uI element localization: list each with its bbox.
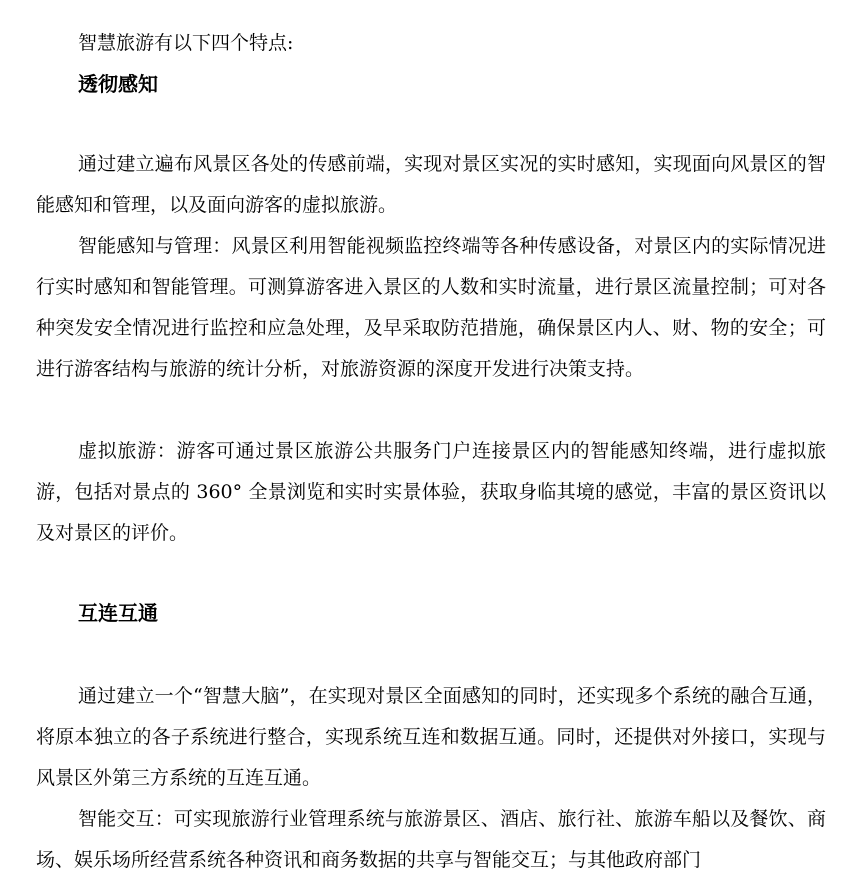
paragraph-interconnection-overview: 通过建立一个“智慧大脑”，在实现对景区全面感知的同时，还实现多个系统的融合互通，将原本独立的各子系统进行整合，实现系统互连和数据互通。同时，还提供对外接口，实现与风景区外第三方系统的互连互通。	[36, 685, 826, 789]
intro-text: 智慧旅游有以下四个特点:	[78, 32, 294, 54]
paragraph-smart-perception-management: 智能感知与管理：风景区利用智能视频监控终端等各种传感设备，对景区内的实际情况进行实时感知和智能管理。可测算游客进入景区的人数和实时流量，进行景区流量控制；可对各种突发安全情况进行监控和应急处理，及早采取防范措施，确保景区内人、财、物的安全；可进行游客结构与旅游的统计分析，对旅游资源的深度开发进行决策支持。	[36, 235, 826, 380]
section-heading-perception: 透彻感知	[78, 72, 158, 96]
paragraph-smart-interaction: 智能交互：可实现旅游行业管理系统与旅游景区、酒店、旅行社、旅游车船以及餐饮、商场、娱乐场所经营系统各种资讯和商务数据的共享与智能交互；与其他政府部门	[36, 808, 826, 871]
paragraph-perception-overview: 通过建立遍布风景区各处的传感前端，实现对景区实况的实时感知，实现面向风景区的智能感知和管理，以及面向游客的虚拟旅游。	[36, 153, 826, 216]
paragraph-virtual-tourism: 虚拟旅游：游客可通过景区旅游公共服务门户连接景区内的智能感知终端，进行虚拟旅游，包括对景点的 360° 全景浏览和实时实景体验，获取身临其境的感觉，丰富的景区资讯以及对景区的评价。	[36, 440, 826, 544]
section-heading-interconnection: 互连互通	[78, 601, 158, 625]
